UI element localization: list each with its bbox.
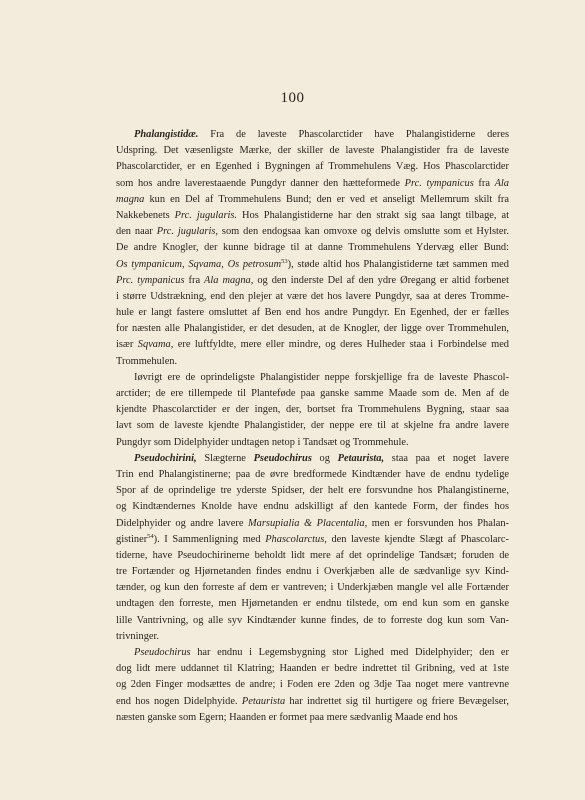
text-line (116, 354, 509, 370)
page-number: 100 (280, 90, 305, 106)
text-line (116, 516, 509, 532)
text-line (116, 127, 509, 143)
text-run: tre Fortænder og Hjørnetanden findes endnu i Overkjæben alle de sædvanlige syv Kind- (116, 566, 509, 578)
text-line (116, 321, 509, 337)
text-line (116, 645, 509, 661)
text-run: gistiner (116, 533, 148, 545)
text-line (116, 418, 509, 434)
text-line (116, 532, 509, 548)
text-run: hule er langt fastere omsluttet af Ben end hos andre Pungdyr. En Egenhed, der er fælles (116, 307, 509, 319)
text-run: end hos nogen Didelphyide. (116, 695, 242, 707)
text-run: fra (184, 274, 205, 286)
text-line (116, 224, 509, 240)
body-text (116, 127, 509, 726)
text-run: Nakkebenets (116, 209, 175, 221)
text-line (116, 257, 509, 273)
text-run: lille Vantrivning, og alle syv Kindtænder kunne findes, de to forreste dog kun som Van- (116, 614, 509, 626)
text-run: Fra de laveste Phascolarctider have Phalangistiderne deres (198, 129, 509, 140)
footnote-ref: 53 (281, 257, 288, 265)
text-run: Phalangistidæ. (134, 129, 199, 140)
text-line (116, 564, 509, 580)
text-line (116, 499, 509, 515)
text-run: kjendte Phascolarctider er der ingen, der, bortset fra Trommehulens Bygning, staar saa (116, 404, 509, 416)
text-run: og den inderste Del af den ydre Øregang er altid forbenet (253, 274, 509, 286)
text-run: som hos andre laverestaaende Pungdyr danner den hætteformede (116, 177, 405, 189)
text-run: tiderne, have Pseudochirinerne beholdt lidt mere af det oprindelige Tandsæt; foruden de (116, 549, 509, 561)
text-line (116, 580, 509, 596)
text-run: men er forsvunden hos Phalan- (367, 517, 509, 529)
text-run: trivninger. (116, 630, 159, 642)
text-run: den naar (116, 226, 157, 238)
text-run: Trin end Phalangistinerne; paa de øvre bredformede Kindtænder have de endnu tydelige (116, 468, 509, 480)
text-line (116, 451, 509, 467)
text-line (116, 159, 509, 175)
text-line (116, 337, 509, 353)
text-line (116, 370, 509, 386)
text-run: den laveste kjendte Slægt af Phascolarc- (326, 533, 509, 545)
text-line (116, 305, 509, 321)
text-run: Pseudochirus (253, 452, 312, 464)
text-run: som den endogsaa kan omvoxe og delvis omslutte som et Hylster. (218, 226, 509, 238)
text-line (116, 192, 509, 208)
text-run: Hos Phalangistiderne har den strakt sig saa langt tilbage, at (237, 209, 509, 221)
text-run: Ala (494, 177, 509, 189)
text-line (116, 289, 509, 305)
text-run: magna (116, 193, 145, 205)
text-run: Phascolarctus, (265, 533, 327, 545)
text-run: Prc. tympanicus (116, 274, 185, 286)
footnote-ref: 54 (147, 532, 154, 540)
text-run: især (116, 339, 138, 351)
text-run: Sqvama, (137, 339, 174, 351)
text-run: ). I Sammenligning med (153, 533, 266, 545)
text-run: Petaurista (241, 695, 286, 707)
text-line (116, 613, 509, 629)
text-run: Marsupialia & Placentalia, (248, 517, 368, 529)
text-line (116, 467, 509, 483)
text-run: Pseudochirus (134, 647, 191, 658)
text-run: lavt som de laveste kjendte Phalangistider, der neppe ere til at skjelne fra andre lavere (116, 420, 509, 432)
text-line (116, 661, 509, 677)
text-line (116, 176, 509, 192)
text-run: Udspring. Det væsenligste Mærke, der skiller de laveste Phalangistider fra de laveste (116, 145, 509, 157)
text-run: for næsten alle Phalangistider, er det desuden, at de Knogler, der ligge over Trommehulen, (116, 323, 509, 335)
text-line (116, 629, 509, 645)
text-run: har indrettet sig til hurtigere og friere Bevægelser, (285, 695, 509, 707)
text-run: og 2den Finger modsættes de andre; i Foden ere 2den og 3dje Taa noget mere vantrevne (116, 679, 509, 691)
text-line (116, 386, 509, 402)
text-run: Petaurista, (337, 452, 385, 464)
text-run: staa paa et noget lavere (384, 452, 509, 464)
text-line (116, 435, 509, 451)
text-run: i større Udstrækning, end den plejer at være det hos lavere Pungdyr, saa at deres Tromme- (116, 290, 509, 302)
text-run: ere luftfyldte, mere eller mindre, og deres Hulheder staa i Forbindelse med (173, 339, 509, 351)
text-run: Ala magna, (204, 274, 254, 286)
text-line (116, 548, 509, 564)
text-run: kun en Del af Trommehulens Bund; den er ved et anseligt Mellemrum skilt fra (144, 193, 509, 205)
text-run: dog lidt mere uddannet til Klatring; Haanden er bedre indrettet til Gribning, ved at 1ste (116, 663, 509, 675)
text-run: Prc. tympanicus (404, 177, 474, 189)
text-run: Slægterne (196, 452, 254, 464)
text-line (116, 483, 509, 499)
text-line (116, 677, 509, 693)
text-run: arctider; de ere tillempede til Planteføde paa ganske samme Maade som de. Men af de (116, 388, 509, 399)
text-run: undtagen den forreste, men Hjørnetanden er endnu tilstede, om end kun som en ganske (116, 598, 509, 610)
text-line (116, 273, 509, 289)
text-run: Phascolarctider, er en Egenhed i Bygningen af Trommehulens Væg. Hos Phascolarctider (116, 161, 509, 173)
text-run: Prc. jugularis. (174, 209, 238, 221)
text-run: Prc. jugularis, (156, 226, 218, 238)
text-run: fra (473, 177, 495, 189)
text-run: og (311, 452, 338, 464)
text-run: Trommehulen. (116, 355, 178, 367)
text-run: Iøvrigt ere de oprindeligste Phalangistider neppe forskjellige fra de laveste Phascol- (134, 371, 509, 383)
text-line (116, 240, 509, 256)
text-run: Pungdyr som Didelphyider undtagen netop i Tandsæt og Trommehule. (116, 436, 409, 448)
text-run: har endnu i Legemsbygning stor Lighed med Didelphyider; den er (190, 647, 509, 658)
text-line (116, 143, 509, 159)
text-run: tænder, og kun den forreste af dem er vantreven; i Underkjæben mangle vel alle Fortænder (116, 582, 509, 594)
text-line (116, 596, 509, 612)
text-line (116, 208, 509, 224)
text-line (116, 710, 509, 726)
text-run: Pseudochirini, (134, 452, 197, 464)
text-run: ), støde altid hos Phalangistiderne tæt sammen med (287, 258, 509, 270)
text-line (116, 694, 509, 710)
text-run: og Kindtændernes Knolde have endnu adskilligt af den kantede Form, der findes hos (116, 501, 509, 513)
text-run: Os tympanicum, Sqvama, Os petrosum (116, 258, 282, 270)
text-run: Didelphyider og andre lavere (116, 517, 249, 529)
text-line (116, 402, 509, 418)
text-run: Spor af de oprindelige tre yderste Spidser, der helt ere forsvundne hos Phalangistinerne, (116, 485, 509, 497)
text-run: næsten ganske som Egern; Haanden er formet paa mere sædvanlig Maade end hos (116, 711, 458, 723)
text-run: De andre Knogler, der kunne bidrage til at danne Trommehulens Ydervæg eller Bund: (116, 242, 509, 254)
